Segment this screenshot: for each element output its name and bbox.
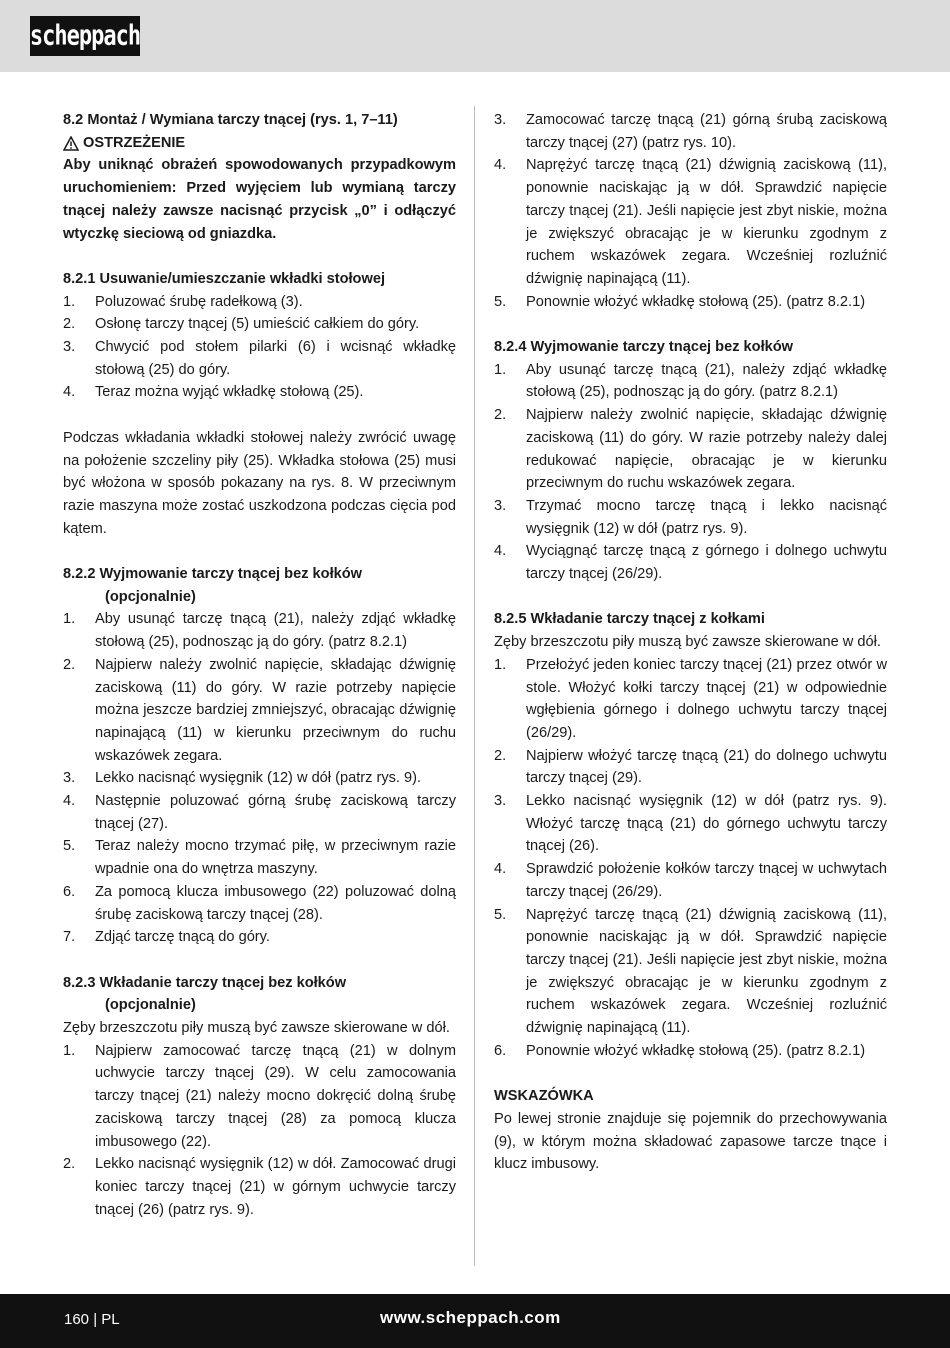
list-item-text: Poluzować śrubę radełkową (3). xyxy=(95,293,303,310)
warning-text: Aby uniknąć obrażeń spowodowanych przypadkowym uruchomieniem: Przed wyjęciem lub wymianą tarczy tnącej należy zawsze nacisnąć przycisk „0” i odłączyć wtyczkę sieciową od gniazdka. xyxy=(63,157,456,242)
list-item-text: Najpierw włożyć tarczę tnącą (21) do dolnego uchwytu tarczy tnącej (29). xyxy=(526,747,887,787)
section-heading-8-2: 8.2 Montaż / Wymiana tarczy tnącej (rys. 1, 7–11) xyxy=(63,112,398,128)
section-heading-8-2-2-sub: (opcjonalnie) xyxy=(105,588,196,605)
list-item-text: Teraz należy mocno trzymać piłę, w przeciwnym razie wpadnie ona do wnętrza maszyny. xyxy=(95,838,456,878)
list-8-2-2 xyxy=(63,608,456,949)
footer-url: www.scheppach.com xyxy=(380,1308,561,1327)
section-heading-8-2-3-sub: (opcjonalnie) xyxy=(105,997,196,1014)
right-column xyxy=(494,109,887,1176)
list-item xyxy=(63,767,456,790)
list-item xyxy=(494,745,887,790)
header-band xyxy=(0,0,950,72)
list-item-text: Lekko nacisnąć wysięgnik (12) w dół (patrz rys. 9). xyxy=(95,770,422,787)
note-text: Po lewej stronie znajduje się pojemnik do przechowywania (9), w którym można składować zapasowe tarcze tnące i klucz imbusowy. xyxy=(494,1110,887,1173)
list-item-number: 5. xyxy=(63,838,76,855)
section-heading-8-2-3: 8.2.3 Wkładanie tarczy tnącej bez kołków xyxy=(63,974,347,991)
list-item-number: 1. xyxy=(63,1042,76,1059)
list-item-text: Lekko nacisnąć wysięgnik (12) w dół (patrz rys. 9). Włożyć tarczę tnącą (21) do górnego uchwytu tarczy tnącej (26). xyxy=(526,793,887,855)
list-item-number: 4. xyxy=(494,543,507,560)
list-item xyxy=(63,291,456,314)
list-item-text: Ponownie włożyć wkładkę stołową (25). (patrz 8.2.1) xyxy=(526,293,866,310)
list-item-text: Lekko nacisnąć wysięgnik (12) w dół. Zamocować drugi koniec tarczy tnącej (21) w górnym uchwycie tarczy tnącej (26) (patrz rys. 9). xyxy=(95,1156,456,1218)
list-item xyxy=(63,654,456,768)
section-heading-8-2-2: 8.2.2 Wyjmowanie tarczy tnącej bez kołków xyxy=(63,566,363,583)
section-heading-8-2-5: 8.2.5 Wkładanie tarczy tnącej z kołkami xyxy=(494,611,765,628)
list-8-2-4 xyxy=(494,359,887,586)
list-item-text: Zdjąć tarczę tnącą do góry. xyxy=(95,929,270,946)
list-item-number: 5. xyxy=(494,293,507,310)
list-item xyxy=(63,313,456,336)
list-item xyxy=(63,1040,456,1154)
list-item-number: 2. xyxy=(494,747,507,764)
list-item-number: 2. xyxy=(63,316,76,333)
list-item-number: 2. xyxy=(63,656,76,673)
list-item-number: 3. xyxy=(494,793,507,810)
list-item-number: 3. xyxy=(63,770,76,787)
list-item xyxy=(494,291,887,314)
list-8-2-1 xyxy=(63,291,456,405)
list-item xyxy=(63,336,456,381)
list-item-number: 4. xyxy=(494,157,507,174)
list-item-text: Przełożyć jeden koniec tarczy tnącej (21) przez otwór w stole. Włożyć kołki tarczy tnącej (21) w odpowiednie wgłębienia górnego i dolnego uchwytu tarczy tnącej (26/29). xyxy=(526,656,887,741)
note-title: WSKAZÓWKA xyxy=(494,1088,594,1105)
list-item-text: Sprawdzić położenie kołków tarczy tnącej w uchwytach tarczy tnącej (26/29). xyxy=(526,861,887,900)
list-item-number: 1. xyxy=(63,293,76,310)
list-item xyxy=(494,858,887,903)
list-item xyxy=(63,926,456,949)
list-item xyxy=(63,381,456,404)
list-item-number: 3. xyxy=(494,497,507,514)
list-item-number: 5. xyxy=(494,906,507,923)
paragraph-insert-note: Podczas wkładania wkładki stołowej należy zwrócić uwagę na położenie szczeliny piły (25). Wkładka stołowa (25) musi być włożona w sposób pokazany na rys. 8. W przeciwnym razie maszyna może zostać uszkodzona podczas cięcia pod kątem. xyxy=(63,429,456,537)
list-item-number: 1. xyxy=(494,361,507,378)
list-item-text: Chwycić pod stołem pilarki (6) i wcisnąć wkładkę stołową (25) do góry. xyxy=(95,339,456,378)
list-item xyxy=(494,404,887,495)
list-item-text: Naprężyć tarczę tnącą (21) dźwignią zaciskową (11), ponownie naciskając ją w dół. Sprawdzić napięcie tarczy tnącej (21). Jeśli napięcie jest zbyt niskie, można je zwiększyć obracając je w kierunku zgodnym z ruchem wskazówek zegara. Wcześniej rozluźnić dźwignię napinającą (11). xyxy=(526,906,887,1037)
list-item-text: Teraz można wyjąć wkładkę stołową (25). xyxy=(95,384,364,401)
footer-band xyxy=(0,1294,950,1348)
list-item-number: 1. xyxy=(63,611,76,628)
list-item xyxy=(494,154,887,290)
list-item-text: Najpierw należy zwolnić napięcie, składając dźwignię zaciskową (11) do góry. W razie potrzeby napięcie można jeszcze bardziej zmniejszyć, obracając dźwignię napinającą (11) w kierunku przeciwnym do ruchu wskazówek zegara. xyxy=(95,656,456,764)
list-item xyxy=(494,790,887,858)
page-number: 160 | PL xyxy=(64,1311,120,1328)
list-item xyxy=(494,109,887,154)
list-item-number: 2. xyxy=(494,407,507,424)
warning-heading xyxy=(63,132,456,155)
list-item-text: Trzymać mocno tarczę tnącą i lekko nacisnąć wysięgnik (12) w dół (patrz rys. 9). xyxy=(526,497,887,537)
list-8-2-3-continued xyxy=(494,109,887,313)
list-item-text: Następnie poluzować górną śrubę zaciskową tarczy tnącej (27). xyxy=(95,793,456,832)
section-heading-8-2-1: 8.2.1 Usuwanie/umieszczanie wkładki stołowej xyxy=(63,270,385,287)
warning-title: OSTRZEŻENIE xyxy=(83,134,186,151)
list-item-number: 4. xyxy=(494,861,507,878)
list-8-2-5 xyxy=(494,654,887,1063)
warning-triangle-icon xyxy=(63,136,79,151)
list-item xyxy=(63,1153,456,1221)
left-column xyxy=(63,109,456,1221)
list-item-text: Osłonę tarczy tnącej (5) umieścić całkiem do góry. xyxy=(95,316,420,333)
list-item-text: Za pomocą klucza imbusowego (22) poluzować dolną śrubę zaciskową tarczy tnącej (28). xyxy=(95,883,456,923)
list-item xyxy=(494,540,887,585)
section-heading-8-2-4: 8.2.4 Wyjmowanie tarczy tnącej bez kołków xyxy=(494,339,794,356)
list-item-text: Aby usunąć tarczę tnącą (21), należy zdjąć wkładkę stołową (25), podnosząc ją do góry. (patrz 8.2.1) xyxy=(95,611,456,651)
list-item-text: Najpierw należy zwolnić napięcie, składając dźwignię zaciskową (11) do góry. W razie potrzeby należy dalej redukować napięcie, obracając je w kierunku przeciwnym do ruchu wskazówek zegara. xyxy=(526,407,887,492)
list-item-text: Najpierw zamocować tarczę tnącą (21) w dolnym uchwycie tarczy tnącej (29). W celu zamocowania tarczy tnącej (21) należy mocno dokręcić dolną śrubę zaciskową tarczy tnącej (28) za pomocą klucza imbusowego (22). xyxy=(95,1042,456,1150)
list-item xyxy=(63,790,456,835)
list-item-text: Naprężyć tarczę tnącą (21) dźwignią zaciskową (11), ponownie naciskając ją w dół. Sprawdzić napięcie tarczy tnącej (21). Jeśli napięcie jest zbyt niskie, można je zwiększyć obracając je w kierunku zgodnym z ruchem wskazówek zegara. Wcześniej rozluźnić dźwignię napinającą (11). xyxy=(526,157,887,287)
list-item-text: Wyciągnąć tarczę tnącą z górnego i dolnego uchwytu tarczy tnącej (26/29). xyxy=(526,543,887,583)
list-item-number: 6. xyxy=(494,1042,507,1059)
list-item xyxy=(494,654,887,745)
paragraph-8-2-3: Zęby brzeszczotu piły muszą być zawsze skierowane w dół. xyxy=(63,1020,450,1037)
list-item-number: 1. xyxy=(494,656,507,673)
list-item-text: Ponownie włożyć wkładkę stołową (25). (patrz 8.2.1) xyxy=(526,1042,866,1059)
list-item-text: Zamocować tarczę tnącą (21) górną śrubą zaciskową tarczy tnącej (27) (patrz rys. 10). xyxy=(526,112,887,151)
list-item xyxy=(63,835,456,880)
list-item-number: 7. xyxy=(63,929,76,946)
list-item xyxy=(494,904,887,1040)
list-item-number: 3. xyxy=(494,112,507,128)
scheppach-logo xyxy=(30,16,140,56)
list-item-number: 6. xyxy=(63,883,76,900)
column-divider xyxy=(474,106,475,1266)
list-item-number: 4. xyxy=(63,793,76,810)
paragraph-8-2-5: Zęby brzeszczotu piły muszą być zawsze skierowane w dół. xyxy=(494,634,881,651)
list-item xyxy=(63,608,456,653)
list-item-number: 2. xyxy=(63,1156,76,1173)
list-item-number: 3. xyxy=(63,339,76,356)
list-8-2-3 xyxy=(63,1040,456,1222)
list-item xyxy=(494,1040,887,1063)
list-item-number: 4. xyxy=(63,384,76,401)
list-item-text: Aby usunąć tarczę tnącą (21), należy zdjąć wkładkę stołową (25), podnosząc ją do góry. (patrz 8.2.1) xyxy=(526,361,887,401)
list-item xyxy=(494,495,887,540)
list-item xyxy=(494,359,887,404)
logo-text: scheppach xyxy=(29,20,141,52)
list-item xyxy=(63,881,456,926)
